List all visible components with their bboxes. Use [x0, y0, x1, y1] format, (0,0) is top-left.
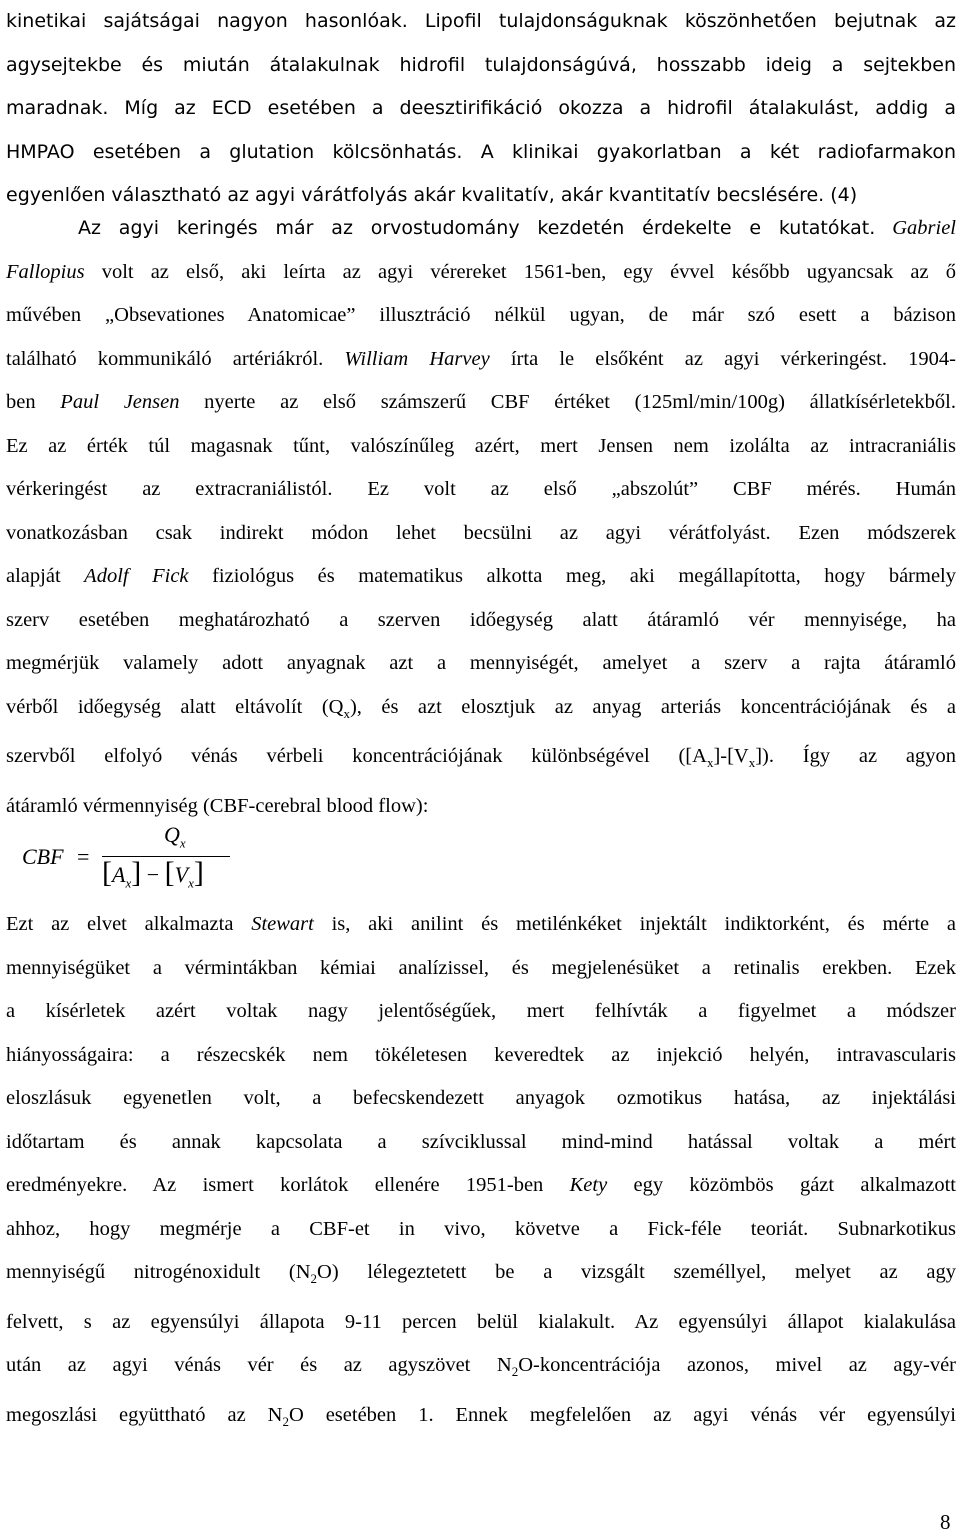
- person-name: Fallopius: [6, 260, 85, 283]
- subscript: x: [125, 875, 132, 891]
- text-run: volt az első, aki leírta az agyi vérereket 1561-ben, egy évvel később ugyancsak az ő: [84, 260, 956, 283]
- text-line: [6, 207, 956, 251]
- bracket: [: [102, 856, 112, 889]
- text-run: után az agyi vénás vér és az agyszövet N: [6, 1354, 512, 1377]
- formula-minus: −: [141, 862, 165, 887]
- text-line: HMPAO esetében a glutation kölcsönhatás. A klinikai gyakorlatban a két radiofarmakon: [6, 140, 956, 163]
- text-line: [6, 735, 956, 785]
- subscript: 2: [511, 1364, 519, 1380]
- text-run: O) lélegeztetett be a vizsgált személlyel, melyet az agy: [317, 1261, 956, 1283]
- text-line: ahhoz, hogy megmérje a CBF-et in vivo, követve a Fick-féle teoriát. Subnarkotikus: [6, 1217, 956, 1240]
- subscript: 2: [282, 1413, 289, 1429]
- text-run: nyerte az első számszerű CBF értéket (125ml/min/100g) állatkísérletekből.: [179, 391, 956, 413]
- person-name: Gabriel: [892, 217, 956, 239]
- text-run: Az agyi keringés már az orvostudomány kezdetén érdekelte e kutatókat.: [78, 217, 876, 239]
- subscript: x: [179, 835, 186, 851]
- text-run: vérből időegység alatt eltávolít (Q: [6, 695, 344, 718]
- text-line: felvett, s az egyensúlyi állapota 9-11 percen belül kialakult. Az egyensúlyi állapot kialakulása: [6, 1310, 956, 1333]
- text-run: O-koncentrációja azonos, mivel az agy-vér: [518, 1354, 957, 1377]
- text-run: is, aki anilint és metilénkéket injektált indiktorként, és mérte a: [313, 913, 956, 935]
- text-run: ben: [6, 391, 61, 413]
- text-line: [6, 1251, 956, 1301]
- formula-v: V: [174, 862, 189, 887]
- text-line: [6, 686, 956, 736]
- text-line: [6, 903, 956, 947]
- paragraph-history: [6, 207, 956, 828]
- text-line: megmérjük valamely adott anyagnak azt a mennyiségét, amelyet a szerv a rajta átáramló: [6, 652, 956, 674]
- text-line: maradnak. Míg az ECD esetében a deesztirifikáció okozza a hidrofil átalakulást, addig a: [6, 97, 956, 119]
- text-line: vérkeringést az extracraniálistól. Ez volt az első „abszolút” CBF mérés. Humán: [6, 478, 956, 500]
- text-run: megoszlási együttható az N: [6, 1403, 283, 1426]
- text-line: művében „Obsevationes Anatomicae” illusztráció nélkül ugyan, de már szó esett a bázison: [6, 304, 956, 326]
- subscript: x: [748, 755, 756, 771]
- person-name: Kety: [569, 1174, 608, 1196]
- text-run: Ezt az elvet alkalmazta: [6, 913, 252, 935]
- cbf-formula: [22, 822, 322, 892]
- text-run: alapját: [6, 565, 85, 587]
- text-line: [6, 1164, 956, 1208]
- bracket: ]: [131, 856, 142, 889]
- formula-q: Q: [164, 822, 180, 847]
- paragraph-radiopharmaceuticals: [6, 0, 956, 218]
- text-run: szervből elfolyó vénás vérbeli koncentrációjának különbségével ([A: [6, 745, 707, 768]
- text-run: O esetében 1. Ennek megfelelően az agyi vénás vér egyensúlyi: [288, 1403, 956, 1426]
- text-line: [6, 251, 956, 295]
- text-run: eredményekre. Az ismert korlátok ellenére 1951-ben: [6, 1174, 570, 1196]
- subscript: 2: [310, 1271, 318, 1287]
- text-run: fiziológus és matematikus alkotta meg, aki megállapította, hogy bármely: [188, 565, 956, 587]
- formula-numerator: [164, 822, 186, 851]
- text-line: vonatkozásban csak indirekt módon lehet becsülni az agyi vérátfolyást. Ezen módszerek: [6, 521, 956, 544]
- paragraph-methods: [6, 903, 956, 1443]
- text-line: átáramló vérmennyiség (CBF-cerebral blood flow):: [6, 794, 429, 817]
- text-run: található kommunikáló artériákról.: [6, 347, 345, 370]
- text-line: [6, 555, 956, 599]
- text-run: egy közömbös gázt alkalmazott: [607, 1174, 957, 1196]
- person-name: Stewart: [251, 913, 314, 935]
- text-line: [6, 1394, 956, 1444]
- text-line: a kísérletek azért voltak nagy jelentőségűek, mert felhívták a figyelmet a módszer: [6, 1000, 956, 1022]
- person-name: Paul Jensen: [60, 391, 180, 413]
- text-line: szerv esetében meghatározható a szerven időegység alatt átáramló vér mennyisége, ha: [6, 608, 956, 631]
- text-line: kinetikai sajátságai nagyon hasonlóak. Lipofil tulajdonságuknak köszönhetően bejutnak az: [6, 10, 956, 32]
- text-line: agysejtekbe és miután átalakulnak hidrofil tulajdonságúvá, hosszabb ideig a sejtekben: [6, 53, 956, 76]
- bracket: ]: [193, 856, 204, 889]
- page-number: 8: [940, 1510, 951, 1534]
- text-run: ]-[V: [713, 745, 749, 768]
- text-line: Ez az érték túl magasnak tűnt, valószínűleg azért, mert Jensen nem izolálta az intracraniális: [6, 434, 956, 457]
- text-line: mennyiségüket a vérmintákban kémiai analízissel, és megjelenésüket a retinalis erekben. Ezek: [6, 956, 956, 979]
- formula-denominator: [102, 856, 204, 891]
- formula-a: A: [112, 862, 126, 887]
- bracket: [: [164, 856, 175, 889]
- person-name: William Harvey: [344, 347, 490, 370]
- text-run: mennyiségű nitrogénoxidult (N: [6, 1261, 311, 1283]
- subscript: x: [706, 755, 714, 771]
- formula-equals: =: [77, 844, 90, 869]
- text-line: időtartam és annak kapcsolata a szívciklussal mind-mind hatással voltak a mért: [6, 1130, 956, 1153]
- formula-lhs: CBF: [22, 844, 64, 869]
- text-line: egyenlően választható az agyi várátfolyás akár kvalitatív, akár kvantitatív becslésére. (4): [6, 184, 858, 206]
- subscript: x: [343, 705, 350, 721]
- text-run: ]). Így az agyon: [755, 745, 956, 768]
- subscript: x: [188, 875, 194, 891]
- text-line: [6, 381, 956, 425]
- person-name: Adolf Fick: [84, 565, 189, 587]
- text-run: írta le elsőként az agyi vérkeringést. 1904-: [489, 347, 956, 370]
- text-line: [6, 1344, 956, 1394]
- text-line: hiányosságaira: a részecskék nem tökéletesen keveredtek az injekció helyén, intravascularis: [6, 1043, 956, 1066]
- text-line: [6, 338, 956, 382]
- text-run: ), és azt elosztjuk az anyag arteriás koncentrációjának és a: [349, 695, 956, 718]
- text-line: eloszlásuk egyenetlen volt, a befecskendezett anyagok ozmotikus hatása, az injektálási: [6, 1087, 956, 1109]
